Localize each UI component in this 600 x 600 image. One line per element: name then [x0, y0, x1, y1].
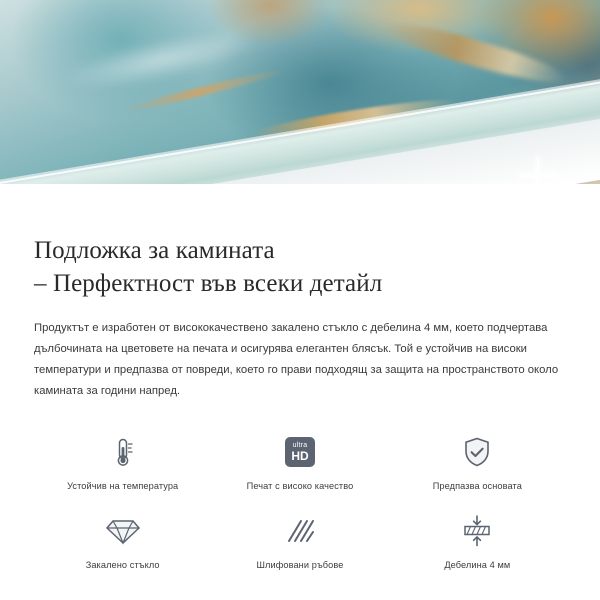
shield-check-icon — [459, 432, 495, 472]
diamond-icon — [105, 511, 141, 551]
feature-item — [389, 505, 566, 580]
feature-item — [389, 426, 566, 501]
feature-item — [34, 505, 211, 580]
feature-label: Дебелина 4 мм — [444, 560, 511, 570]
feature-label: Шлифовани ръбове — [256, 560, 344, 570]
feature-item — [211, 426, 388, 501]
polished-edges-icon — [283, 511, 317, 551]
feature-label: Устойчив на температура — [67, 481, 179, 491]
hero-bottom-fill — [0, 184, 600, 218]
feature-grid — [34, 426, 566, 580]
badge-bottom-text: HD — [291, 449, 309, 463]
ultra-hd-badge-icon — [285, 432, 315, 472]
thermometer-icon — [106, 432, 140, 472]
feature-item — [211, 505, 388, 580]
feature-item — [34, 426, 211, 501]
body-paragraph: Продуктът е изработен от висококачествено закалено стъкло с дебелина 4 мм, което подчертава дълбочината на цветовете на печата и осигурява елегантен блясък. Той е устойчив на високи температури и предпазва от повреди, което го прави подходящ за защита на пространството около камината за години напред. — [34, 322, 559, 397]
feature-label: Печат с високо качество — [246, 481, 354, 491]
badge-top-text: ultra — [292, 442, 308, 449]
thickness-arrows-icon — [457, 511, 497, 551]
feature-label: Закалено стъкло — [85, 560, 160, 570]
sparkle-icon — [556, 182, 576, 202]
content-area — [0, 218, 600, 580]
page-title — [34, 234, 566, 300]
headline-line-1: Подложка за камината — [34, 237, 275, 264]
headline-line-2: – Перфектност във всеки детайл — [34, 270, 383, 297]
feature-label: Предпазва основата — [432, 481, 522, 491]
hero-product-image — [0, 0, 600, 218]
sparkle-icon — [520, 158, 556, 194]
